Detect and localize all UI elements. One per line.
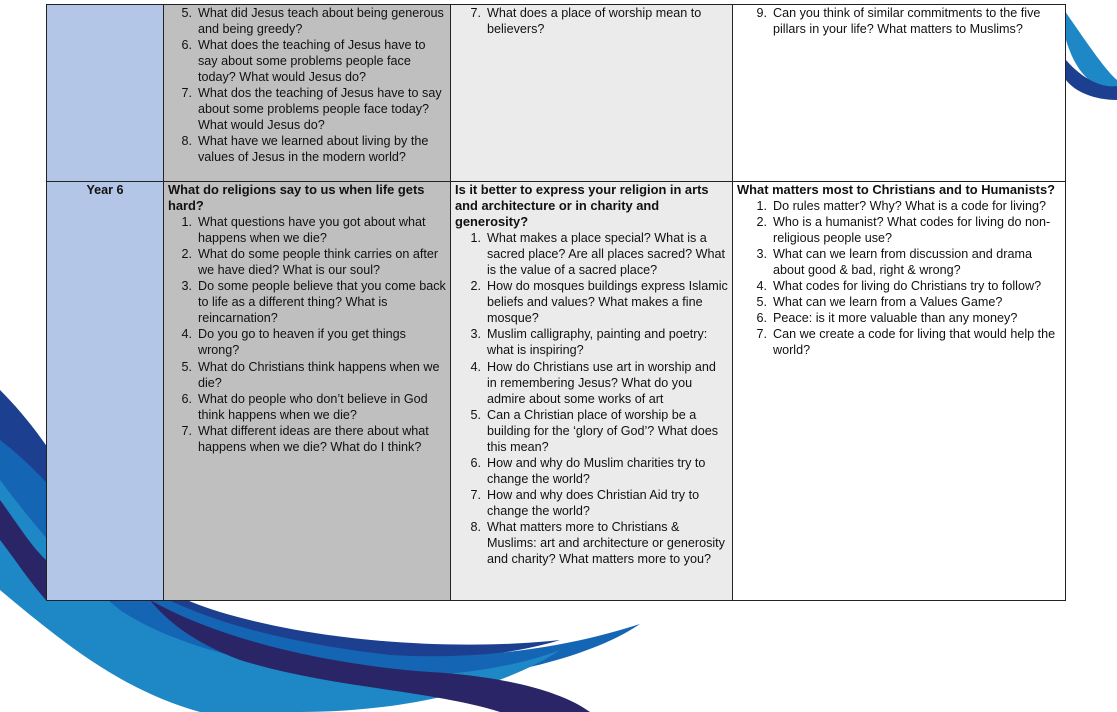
list-item-text: Can a Christian place of worship be a building for the ‘glory of God’? What does this mean? xyxy=(487,407,719,454)
list-item-number: 1. xyxy=(756,199,767,214)
list-item-number: 4. xyxy=(756,279,767,294)
question-list xyxy=(737,5,1061,37)
list-item xyxy=(737,310,1061,326)
list-item-number: 8. xyxy=(181,134,192,149)
list-item-text: What do Christians think happens when we die? xyxy=(198,359,440,390)
list-item-text: Can we create a code for living that would help the world? xyxy=(773,327,1056,358)
unit-title: What matters most to Christians and to Humanists? xyxy=(737,182,1056,197)
unit-title: Is it better to express your religion in arts and architecture or in charity and generosity? xyxy=(455,182,709,230)
list-item-text: Do rules matter? Why? What is a code for living? xyxy=(773,199,1046,214)
unit-cell xyxy=(733,5,1066,182)
list-item-text: How do Christians use art in worship and in remembering Jesus? What do you admire about some works of art xyxy=(487,359,716,406)
unit-cell xyxy=(164,5,451,182)
list-item-number: 7. xyxy=(470,487,481,502)
list-item xyxy=(168,37,446,85)
list-item-text: What can we learn from a Values Game? xyxy=(773,295,1003,310)
list-item-text: What different ideas are there about what happens when we die? What do I think? xyxy=(198,423,429,454)
list-item xyxy=(455,278,728,326)
list-item-number: 1. xyxy=(181,215,192,230)
list-item-number: 5. xyxy=(181,359,192,374)
question-list xyxy=(168,214,446,455)
list-item xyxy=(168,278,446,326)
list-item-text: Do some people believe that you come back to life as a different thing? What is reincarnation? xyxy=(198,279,446,326)
year-cell xyxy=(47,5,164,182)
list-item-text: What do some people think carries on after we have died? What is our soul? xyxy=(198,247,439,278)
list-item xyxy=(455,407,728,455)
list-item-text: What do people who don’t believe in God think happens when we die? xyxy=(198,391,428,422)
table-row xyxy=(47,182,1066,601)
list-item-number: 7. xyxy=(181,423,192,438)
list-item-text: What makes a place special? What is a sacred place? Are all places sacred? What is the value of a sacred place? xyxy=(487,231,726,278)
list-item-number: 4. xyxy=(181,327,192,342)
list-item xyxy=(737,214,1061,246)
list-item-number: 5. xyxy=(181,6,192,20)
list-item-text: Can you think of similar commitments to the five pillars in your life? What matters to Muslims? xyxy=(773,6,1041,37)
list-item-text: What codes for living do Christians try to follow? xyxy=(773,279,1042,294)
list-item-number: 2. xyxy=(470,279,481,294)
list-item-number: 9. xyxy=(756,6,767,20)
list-item-text: What does a place of worship mean to believers? xyxy=(487,6,702,37)
list-item xyxy=(168,359,446,391)
list-item xyxy=(168,214,446,246)
list-item xyxy=(737,294,1061,310)
list-item xyxy=(455,230,728,278)
unit-cell xyxy=(451,5,733,182)
question-list xyxy=(455,5,728,37)
list-item-number: 2. xyxy=(181,247,192,262)
list-item-text: What questions have you got about what happens when we die? xyxy=(198,215,426,246)
list-item-text: Peace: is it more valuable than any money? xyxy=(773,311,1018,326)
list-item-number: 5. xyxy=(470,407,481,422)
list-item xyxy=(737,246,1061,278)
question-list xyxy=(737,198,1061,358)
list-item-number: 7. xyxy=(756,327,767,342)
list-item xyxy=(168,391,446,423)
list-item-text: How and why does Christian Aid try to change the world? xyxy=(487,487,700,518)
question-list xyxy=(168,5,446,165)
list-item-text: What matters more to Christians & Muslims: art and architecture or generosity and charity? What matters more to you? xyxy=(487,519,725,567)
unit-cell xyxy=(451,182,733,601)
list-item-number: 3. xyxy=(756,247,767,262)
list-item-text: What have we learned about living by the values of Jesus in the modern world? xyxy=(198,134,429,165)
list-item xyxy=(455,487,728,519)
list-item-number: 7. xyxy=(181,86,192,101)
list-item xyxy=(168,246,446,278)
list-item-number: 6. xyxy=(181,38,192,53)
list-item-number: 1. xyxy=(470,231,481,246)
list-item-number: 6. xyxy=(756,311,767,326)
list-item xyxy=(168,423,446,455)
unit-title: What do religions say to us when life gets hard? xyxy=(168,182,425,214)
list-item xyxy=(737,326,1061,358)
unit-cell xyxy=(164,182,451,601)
list-item xyxy=(737,5,1061,37)
list-item-number: 6. xyxy=(181,391,192,406)
list-item-number: 3. xyxy=(181,279,192,294)
list-item-number: 3. xyxy=(470,327,481,342)
list-item xyxy=(168,133,446,165)
list-item-number: 5. xyxy=(756,295,767,310)
year-cell: Year 6 xyxy=(47,182,164,601)
list-item xyxy=(737,198,1061,214)
list-item-text: Muslim calligraphy, painting and poetry: what is inspiring? xyxy=(487,327,708,358)
list-item-number: 6. xyxy=(470,455,481,470)
list-item-text: How do mosques buildings express Islamic beliefs and values? What makes a fine mosque? xyxy=(487,279,728,326)
curriculum-table xyxy=(46,4,1066,601)
list-item xyxy=(168,326,446,358)
list-item-text: What does the teaching of Jesus have to say about some problems people face today? What would Jesus do? xyxy=(198,38,426,85)
unit-cell xyxy=(733,182,1066,601)
list-item xyxy=(455,5,728,37)
list-item-text: What did Jesus teach about being generous and being greedy? xyxy=(198,6,444,37)
list-item xyxy=(455,326,728,358)
list-item-number: 7. xyxy=(470,6,481,20)
list-item-text: Do you go to heaven if you get things wrong? xyxy=(198,327,406,358)
list-item-number: 8. xyxy=(470,519,481,534)
list-item-text: How and why do Muslim charities try to change the world? xyxy=(487,455,706,486)
list-item-text: What dos the teaching of Jesus have to say about some problems people face today? What would Jesus do? xyxy=(198,86,442,133)
table-row xyxy=(47,5,1066,182)
list-item xyxy=(737,278,1061,294)
list-item-number: 4. xyxy=(470,359,481,374)
list-item xyxy=(168,5,446,37)
list-item xyxy=(455,519,728,567)
question-list xyxy=(455,230,728,567)
list-item-text: Who is a humanist? What codes for living do non-religious people use? xyxy=(773,215,1051,246)
list-item-text: What can we learn from discussion and drama about good & bad, right & wrong? xyxy=(773,247,1032,278)
list-item-number: 2. xyxy=(756,215,767,230)
list-item xyxy=(455,359,728,407)
list-item xyxy=(168,85,446,133)
list-item xyxy=(455,455,728,487)
